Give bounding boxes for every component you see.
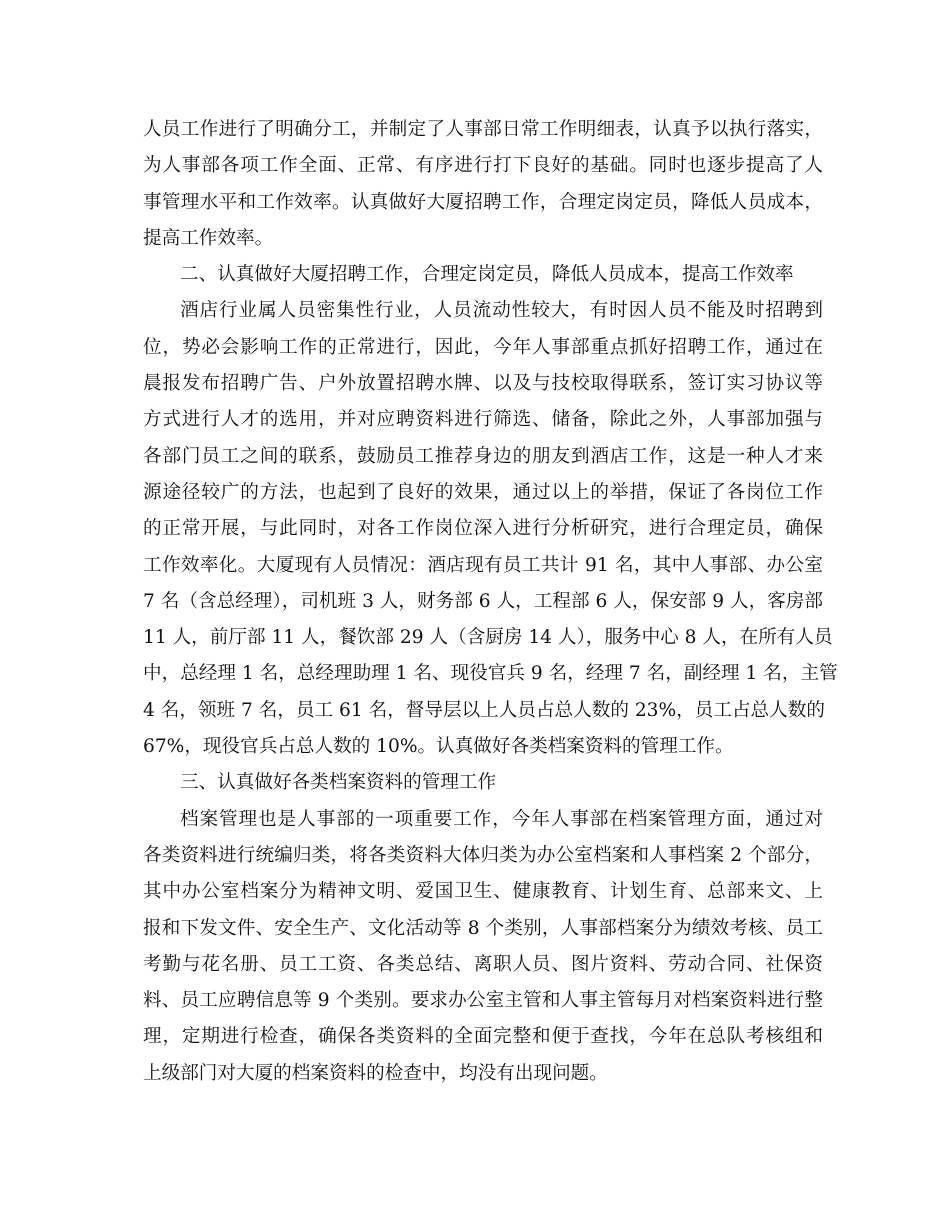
- paragraph-p3: [143, 802, 823, 1092]
- text-line: 方式进行人才的选用，并对应聘资料进行筛选、储备，除此之外，人事部加强与: [143, 409, 823, 431]
- heading-line: 二、认真做好大厦招聘工作，合理定岗定员，降低人员成本，提高工作效率: [180, 264, 794, 286]
- text-line: 67%，现役官兵占总人数的 10%。认真做好各类档案资料的管理工作。: [143, 736, 734, 758]
- text-line: 的正常开展，与此同时，对各工作岗位深入进行分析研究，进行合理定员，确保: [143, 518, 823, 540]
- text-line: 理，定期进行检查，确保各类资料的全面完整和便于查找，今年在总队考核组和: [143, 1026, 823, 1048]
- text-line: 源途径较广的方法，也起到了良好的效果，通过以上的举措，保证了各岗位工作: [143, 481, 823, 503]
- heading-line: 三、认真做好各类档案资料的管理工作: [180, 772, 497, 794]
- text-line: 位，势必会影响工作的正常进行，因此，今年人事部重点抓好招聘工作，通过在: [143, 336, 823, 358]
- document-body: [143, 112, 838, 1092]
- text-line: 酒店行业属人员密集性行业，人员流动性较大，有时因人员不能及时招聘到: [180, 300, 823, 322]
- text-line: 工作效率化。大厦现有人员情况：酒店现有员工共计 91 名，其中人事部、办公室: [143, 554, 823, 576]
- text-line: 4 名，领班 7 名，员工 61 名，督导层以上人员占总人数的 23%，员工占总人数的: [143, 699, 825, 721]
- section-heading-2: [143, 257, 823, 293]
- text-line: 事管理水平和工作效率。认真做好大厦招聘工作，合理定岗定员，降低人员成本，: [143, 191, 823, 213]
- section-heading-3: [143, 765, 823, 801]
- text-line: 晨报发布招聘广告、户外放置招聘水牌、以及与技校取得联系，签订实习协议等: [143, 373, 823, 395]
- text-line: 中，总经理 1 名，总经理助理 1 名、现役官兵 9 名，经理 7 名，副经理 1 名，主管: [143, 663, 838, 685]
- text-line: 档案管理也是人事部的一项重要工作，今年人事部在档案管理方面，通过对: [180, 808, 823, 830]
- text-line: 提高工作效率。: [143, 227, 274, 249]
- text-line: 人员工作进行了明确分工，并制定了人事部日常工作明细表，认真予以执行落实，: [143, 119, 823, 140]
- paragraph-p1: [143, 112, 823, 257]
- text-line: 上级部门对大厦的档案资料的检查中，均没有出现问题。: [143, 1062, 608, 1084]
- text-line: 各类资料进行统编归类，将各类资料大体归类为办公室档案和人事档案 2 个部分，: [143, 844, 823, 866]
- text-line: 7 名（含总经理），司机班 3 人，财务部 6 人，工程部 6 人，保安部 9 人，客房部: [143, 590, 823, 612]
- text-line: 报和下发文件、安全生产、文化活动等 8 个类别，人事部档案分为绩效考核、员工: [143, 917, 823, 939]
- text-line: 料、员工应聘信息等 9 个类别。要求办公室主管和人事主管每月对档案资料进行整: [143, 990, 823, 1012]
- text-line: 为人事部各项工作全面、正常、有序进行打下良好的基础。同时也逐步提高了人: [143, 155, 823, 177]
- text-line: 11 人，前厅部 11 人，餐饮部 29 人（含厨房 14 人），服务中心 8 人，在所有人员: [143, 627, 833, 649]
- paragraph-p2: [143, 293, 838, 765]
- text-line: 其中办公室档案分为精神文明、爱国卫生、健康教育、计划生育、总部来文、上: [143, 881, 823, 903]
- text-line: 各部门员工之间的联系，鼓励员工推荐身边的朋友到酒店工作，这是一种人才来: [143, 445, 823, 467]
- text-line: 考勤与花名册、员工工资、各类总结、离职人员、图片资料、劳动合同、社保资: [143, 953, 823, 975]
